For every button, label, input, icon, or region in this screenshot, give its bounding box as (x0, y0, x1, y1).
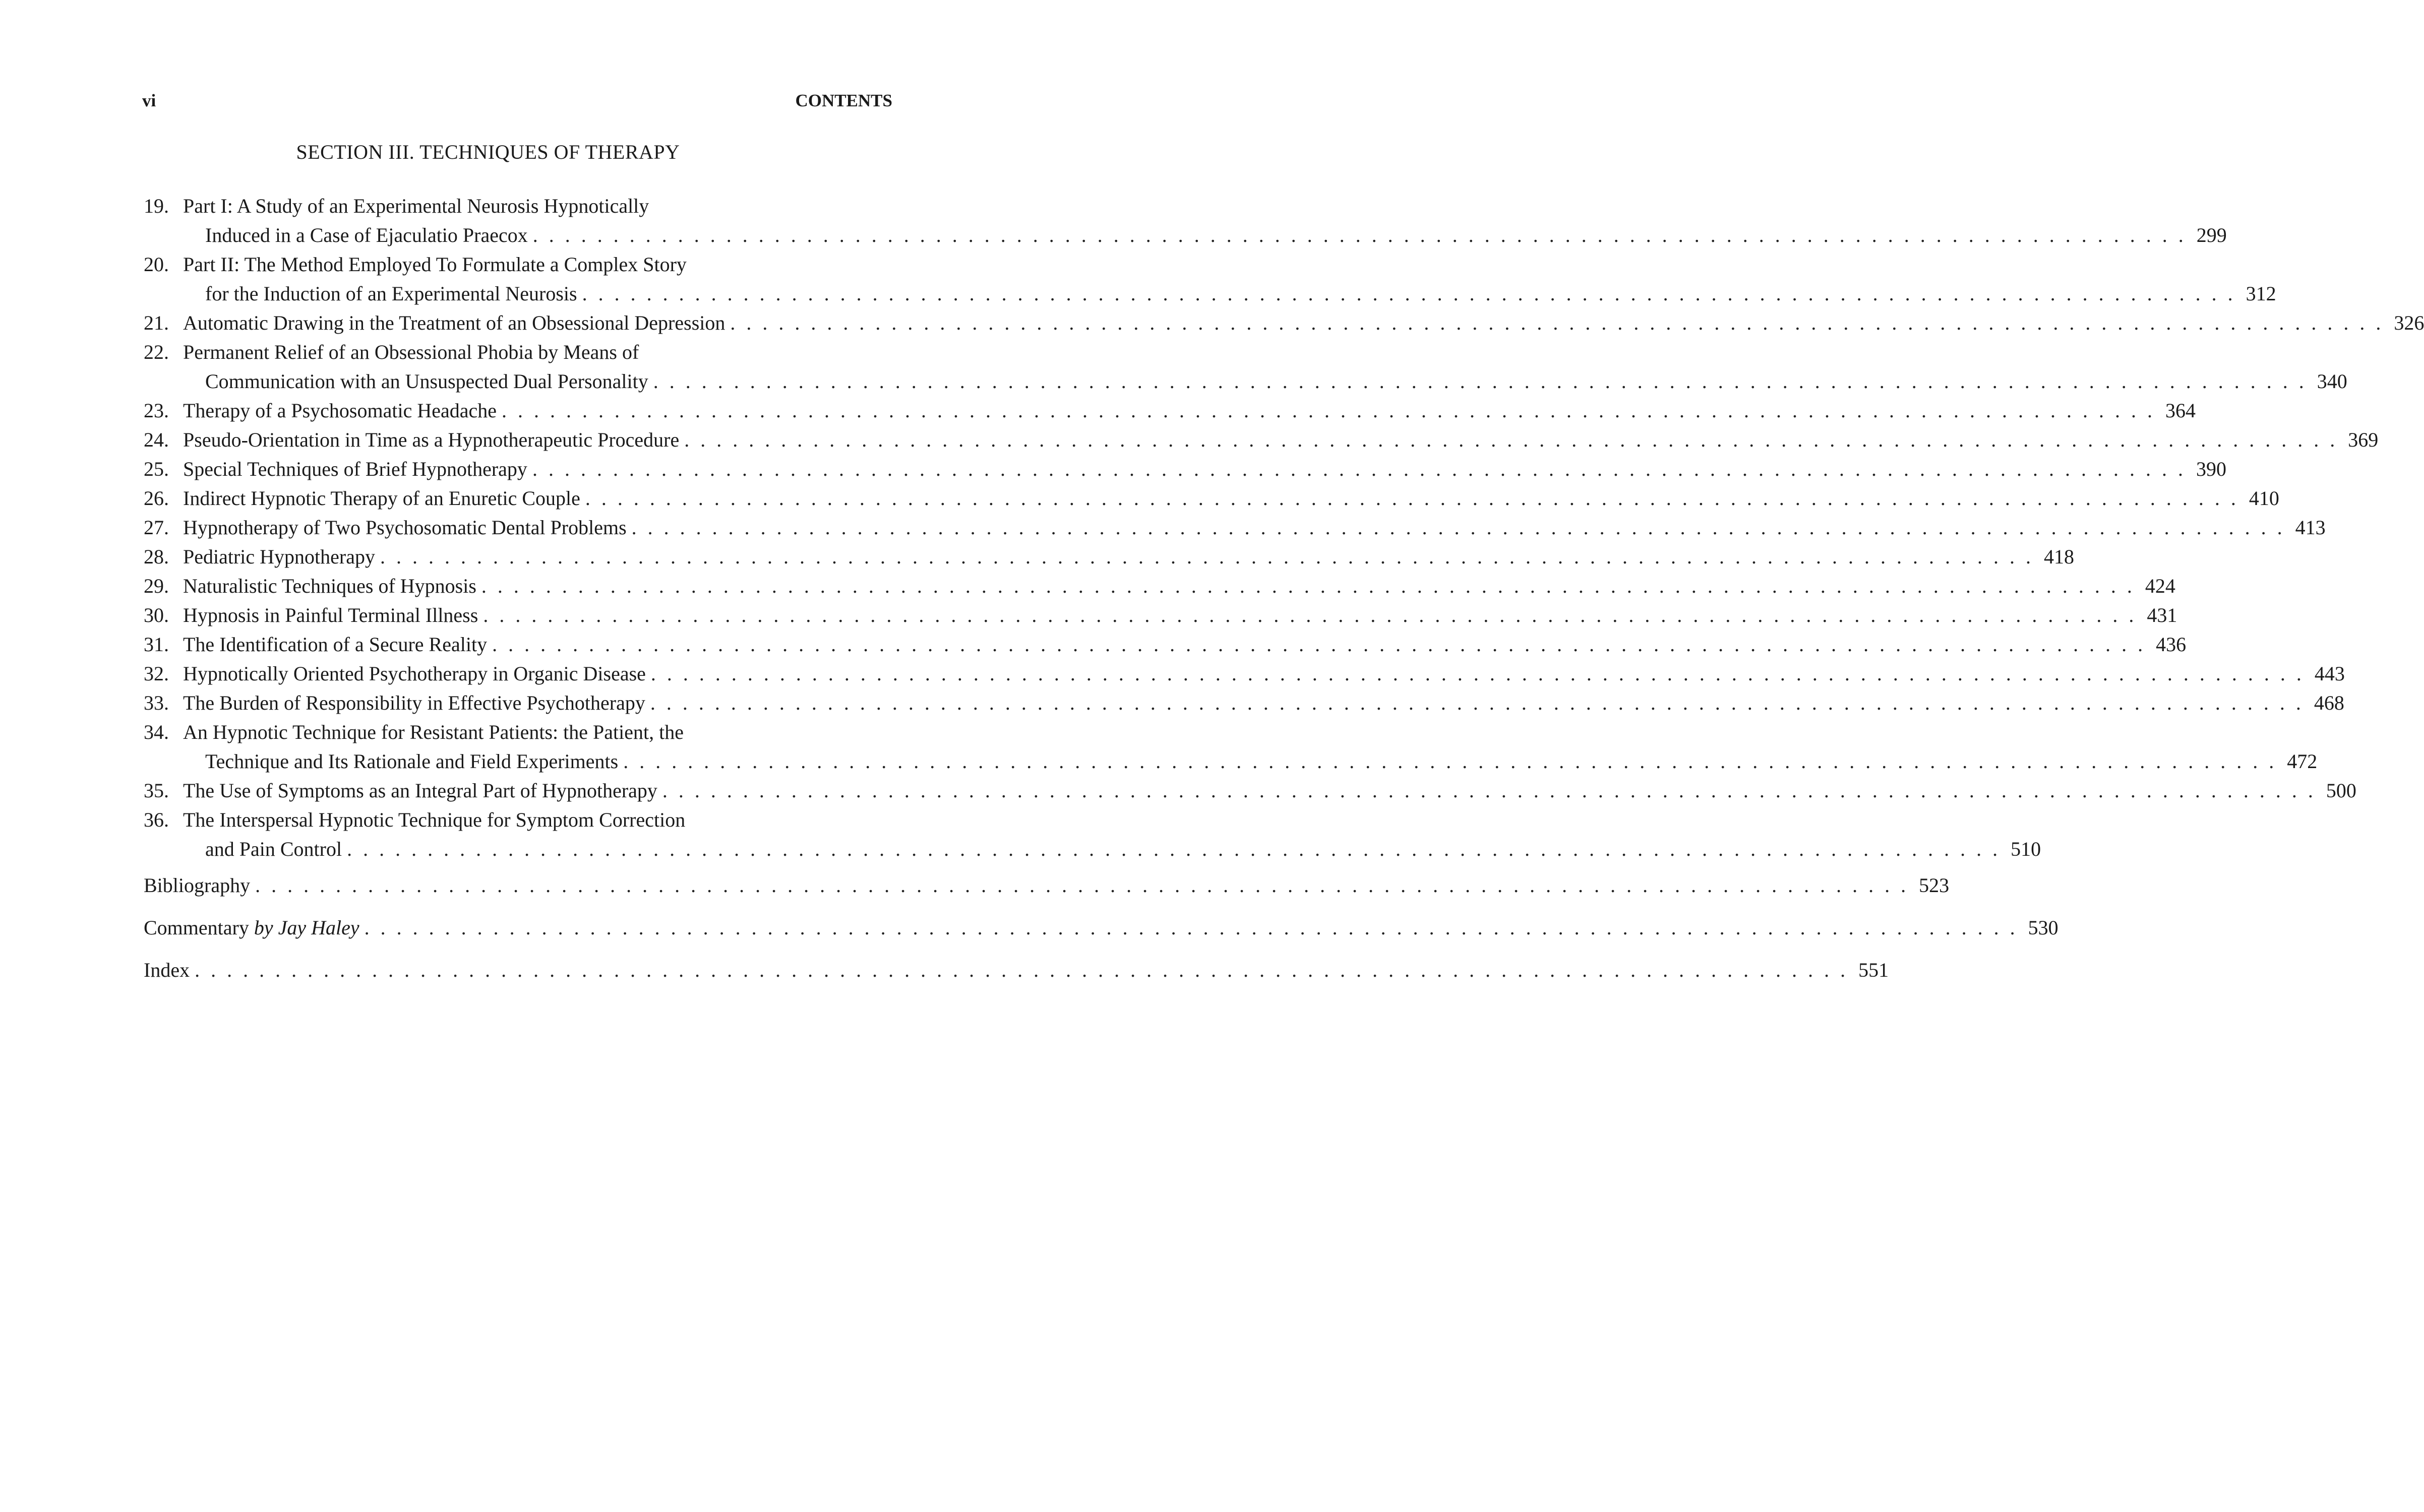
entry-number: 27. (144, 516, 169, 539)
entry-title-continued: Technique and Its Rationale and Field Experiments (205, 750, 619, 773)
entry-title: Special Techniques of Brief Hypnotherapy (183, 458, 527, 480)
dot-leader: . . . . . . . . . . . . . . . . . . . . . . . . . . . . . . . . . . . . . . . . . . . . . . . . . . . . . . . . . . . . . . . . . . . . . . . . . . . . . . . . . . . . . . . . . . . . . . . . . . . . . . . (532, 458, 2186, 480)
entry-number: 32. (144, 662, 169, 685)
toc-entry-31[interactable] (144, 630, 2187, 659)
toc-entry-21[interactable] (144, 308, 2424, 338)
toc-entry-20[interactable] (144, 250, 2276, 308)
entry-title: Part I: A Study of an Experimental Neurosis Hypnotically (183, 195, 649, 217)
entry-page-number: 500 (2326, 779, 2356, 802)
dot-leader: . . . . . . . . . . . . . . . . . . . . . . . . . . . . . . . . . . . . . . . . . . . . . . . . . . . . . . . . . . . . . . . . . . . . . . . . . . . . . . . . . . . . . . . . . . . . . . . . . . . . . . . (631, 516, 2285, 539)
entry-page-number: 510 (2011, 838, 2041, 860)
toc-entry-bibliography[interactable] (144, 871, 1950, 900)
toc-entry-23[interactable] (144, 396, 2196, 425)
dot-leader: . . . . . . . . . . . . . . . . . . . . . . . . . . . . . . . . . . . . . . . . . . . . . . . . . . . . . . . . . . . . . . . . . . . . . . . . . . . . . . . . . . . . . . . . . . . . . . . . . . . . . . . (364, 916, 2018, 939)
entry-page-number: 551 (1858, 959, 1889, 981)
dot-leader: . . . . . . . . . . . . . . . . . . . . . . . . . . . . . . . . . . . . . . . . . . . . . . . . . . . . . . . . . . . . . . . . . . . . . . . . . . . . . . . . . . . . . . . . . . . . . . . . . . . . . . . (501, 399, 2155, 422)
entry-title: The Burden of Responsibility in Effective Psychotherapy (183, 691, 645, 714)
entry-title: Hypnosis in Painful Terminal Illness (183, 604, 478, 626)
dot-leader: . . . . . . . . . . . . . . . . . . . . . . . . . . . . . . . . . . . . . . . . . . . . . . . . . . . . . . . . . . . . . . . . . . . . . . . . . . . . . . . . . . . . . . . . . . . . . . . . . . . . . . . (585, 487, 2239, 510)
entry-title: Naturalistic Techniques of Hypnosis (183, 575, 476, 597)
back-matter-label: Commentary (144, 916, 249, 939)
entry-number: 29. (144, 575, 169, 597)
entry-title: Hypnotherapy of Two Psychosomatic Dental Problems (183, 516, 627, 539)
entry-title: Indirect Hypnotic Therapy of an Enuretic Couple (183, 487, 580, 510)
dot-leader: . . . . . . . . . . . . . . . . . . . . . . . . . . . . . . . . . . . . . . . . . . . . . . . . . . . . . . . . . . . . . . . . . . . . . . . . . . . . . . . . . . . . . . . . . . . . . . . . . . . . . . . (195, 959, 1849, 981)
toc-entry-22[interactable] (144, 338, 2347, 396)
toc-entry-28[interactable] (144, 542, 2074, 572)
entry-number: 34. (144, 721, 169, 743)
entry-page-number: 530 (2028, 916, 2058, 939)
entry-title: The Interspersal Hypnotic Technique for Symptom Correction (183, 808, 686, 831)
toc-entry-30[interactable] (144, 601, 2177, 630)
entry-number: 33. (144, 691, 169, 714)
entry-page-number: 443 (2314, 662, 2345, 685)
entry-page-number: 410 (2249, 487, 2279, 510)
entry-number: 20. (144, 253, 169, 276)
entry-number: 21. (144, 311, 169, 334)
back-matter-label: Bibliography (144, 874, 251, 897)
toc-entry-24[interactable] (144, 425, 2379, 455)
dot-leader: . . . . . . . . . . . . . . . . . . . . . . . . . . . . . . . . . . . . . . . . . . . . . . . . . . . . . . . . . . . . . . . . . . . . . . . . . . . . . . . . . . . . . . . . . . . . . . . . . . . . . . . (380, 545, 2034, 568)
back-matter (144, 871, 2058, 985)
entry-number: 24. (144, 428, 169, 451)
entry-page-number: 299 (2196, 224, 2227, 246)
entry-number: 36. (144, 808, 169, 831)
entry-title: Pediatric Hypnotherapy (183, 545, 375, 568)
toc-entry-35[interactable] (144, 776, 2356, 805)
entry-number: 23. (144, 399, 169, 422)
entry-title-continued: for the Induction of an Experimental Neurosis (205, 282, 577, 305)
entry-page-number: 472 (2287, 750, 2318, 773)
entry-page-number: 340 (2317, 370, 2347, 393)
dot-leader: . . . . . . . . . . . . . . . . . . . . . . . . . . . . . . . . . . . . . . . . . . . . . . . . . . . . . . . . . . . . . . . . . . . . . . . . . . . . . . . . . . . . . . . . . . . . . . . . . . . . . . . (653, 370, 2307, 393)
entry-page-number: 468 (2314, 691, 2344, 714)
dot-leader: . . . . . . . . . . . . . . . . . . . . . . . . . . . . . . . . . . . . . . . . . . . . . . . . . . . . . . . . . . . . . . . . . . . . . . . . . . . . . . . . . . . . . . . . . . . . . . . . . . . . . . . (492, 633, 2146, 656)
table-of-contents (144, 192, 2424, 998)
entry-page-number: 369 (2348, 428, 2379, 451)
entry-page-number: 326 (2394, 311, 2424, 334)
entry-page-number: 413 (2295, 516, 2326, 539)
dot-leader: . . . . . . . . . . . . . . . . . . . . . . . . . . . . . . . . . . . . . . . . . . . . . . . . . . . . . . . . . . . . . . . . . . . . . . . . . . . . . . . . . . . . . . . . . . . . . . . . . . . . . . . (684, 428, 2338, 451)
running-head-title: CONTENTS (795, 91, 892, 110)
entry-number: 35. (144, 779, 169, 802)
toc-entry-32[interactable] (144, 659, 2345, 688)
entry-page-number: 436 (2156, 633, 2187, 656)
entry-number: 25. (144, 458, 169, 480)
toc-entry-34[interactable] (144, 718, 2318, 776)
dot-leader: . . . . . . . . . . . . . . . . . . . . . . . . . . . . . . . . . . . . . . . . . . . . . . . . . . . . . . . . . . . . . . . . . . . . . . . . . . . . . . . . . . . . . . . . . . . . . . . . . . . . . . . (623, 750, 2277, 773)
dot-leader: . . . . . . . . . . . . . . . . . . . . . . . . . . . . . . . . . . . . . . . . . . . . . . . . . . . . . . . . . . . . . . . . . . . . . . . . . . . . . . . . . . . . . . . . . . . . . . . . . . . . . . . (730, 311, 2384, 334)
toc-entry-19[interactable] (144, 192, 2227, 250)
dot-leader: . . . . . . . . . . . . . . . . . . . . . . . . . . . . . . . . . . . . . . . . . . . . . . . . . . . . . . . . . . . . . . . . . . . . . . . . . . . . . . . . . . . . . . . . . . . . . . . . . . . . . . . (582, 282, 2236, 305)
page-numeral: vi (142, 91, 156, 110)
back-matter-label: Index (144, 959, 190, 981)
toc-entry-36[interactable] (144, 805, 2041, 864)
entry-number: 26. (144, 487, 169, 510)
entry-title: The Identification of a Secure Reality (183, 633, 488, 656)
entry-title: An Hypnotic Technique for Resistant Patients: the Patient, the (183, 721, 684, 743)
toc-entry-25[interactable] (144, 455, 2226, 484)
commentary-author: by Jay Haley (254, 916, 359, 939)
entry-title-continued: Induced in a Case of Ejaculatio Praecox (205, 224, 528, 246)
dot-leader: . . . . . . . . . . . . . . . . . . . . . . . . . . . . . . . . . . . . . . . . . . . . . . . . . . . . . . . . . . . . . . . . . . . . . . . . . . . . . . . . . . . . . . . . . . . . . . . . . . . . . . . (650, 662, 2305, 685)
dot-leader: . . . . . . . . . . . . . . . . . . . . . . . . . . . . . . . . . . . . . . . . . . . . . . . . . . . . . . . . . . . . . . . . . . . . . . . . . . . . . . . . . . . . . . . . . . . . . . . . . . . . . . . (532, 224, 2187, 246)
toc-entry-commentary[interactable] (144, 913, 2058, 942)
entry-number: 30. (144, 604, 169, 626)
dot-leader: . . . . . . . . . . . . . . . . . . . . . . . . . . . . . . . . . . . . . . . . . . . . . . . . . . . . . . . . . . . . . . . . . . . . . . . . . . . . . . . . . . . . . . . . . . . . . . . . . . . . . . . (662, 779, 2316, 802)
dot-leader: . . . . . . . . . . . . . . . . . . . . . . . . . . . . . . . . . . . . . . . . . . . . . . . . . . . . . . . . . . . . . . . . . . . . . . . . . . . . . . . . . . . . . . . . . . . . . . . . . . . . . . . (255, 874, 1909, 897)
entry-page-number: 424 (2145, 575, 2175, 597)
entry-title: Pseudo-Orientation in Time as a Hypnotherapeutic Procedure (183, 428, 680, 451)
entry-page-number: 390 (2196, 458, 2226, 480)
dot-leader: . . . . . . . . . . . . . . . . . . . . . . . . . . . . . . . . . . . . . . . . . . . . . . . . . . . . . . . . . . . . . . . . . . . . . . . . . . . . . . . . . . . . . . . . . . . . . . . . . . . . . . . (483, 604, 2137, 626)
entry-title-continued: and Pain Control (205, 838, 342, 860)
toc-entry-index[interactable] (144, 956, 1889, 985)
entry-title: Part II: The Method Employed To Formulate a Complex Story (183, 253, 687, 276)
toc-entry-29[interactable] (144, 572, 2175, 601)
entry-title: Hypnotically Oriented Psychotherapy in Organic Disease (183, 662, 646, 685)
dot-leader: . . . . . . . . . . . . . . . . . . . . . . . . . . . . . . . . . . . . . . . . . . . . . . . . . . . . . . . . . . . . . . . . . . . . . . . . . . . . . . . . . . . . . . . . . . . . . . . . . . . . . . . (481, 575, 2135, 597)
entry-title: The Use of Symptoms as an Integral Part of Hypnotherapy (183, 779, 657, 802)
toc-entry-26[interactable] (144, 484, 2279, 513)
entry-page-number: 431 (2147, 604, 2177, 626)
dot-leader: . . . . . . . . . . . . . . . . . . . . . . . . . . . . . . . . . . . . . . . . . . . . . . . . . . . . . . . . . . . . . . . . . . . . . . . . . . . . . . . . . . . . . . . . . . . . . . . . . . . . . . . (347, 838, 2001, 860)
dot-leader: . . . . . . . . . . . . . . . . . . . . . . . . . . . . . . . . . . . . . . . . . . . . . . . . . . . . . . . . . . . . . . . . . . . . . . . . . . . . . . . . . . . . . . . . . . . . . . . . . . . . . . . (650, 691, 2304, 714)
entry-number: 31. (144, 633, 169, 656)
entry-number: 22. (144, 341, 169, 363)
entry-title: Permanent Relief of an Obsessional Phobia by Means of (183, 341, 639, 363)
entry-number: 19. (144, 195, 169, 217)
entry-page-number: 418 (2044, 545, 2074, 568)
entry-page-number: 523 (1919, 874, 1950, 897)
entry-title: Automatic Drawing in the Treatment of an Obsessional Depression (183, 311, 725, 334)
entry-title: Therapy of a Psychosomatic Headache (183, 399, 497, 422)
entry-page-number: 312 (2246, 282, 2276, 305)
entry-page-number: 364 (2165, 399, 2196, 422)
running-head (142, 91, 892, 111)
toc-entry-27[interactable] (144, 513, 2326, 542)
entry-title-continued: Communication with an Unsuspected Dual Personality (205, 370, 648, 393)
entry-number: 28. (144, 545, 169, 568)
toc-entry-33[interactable] (144, 688, 2344, 718)
section-title: SECTION III. TECHNIQUES OF THERAPY (296, 141, 680, 163)
